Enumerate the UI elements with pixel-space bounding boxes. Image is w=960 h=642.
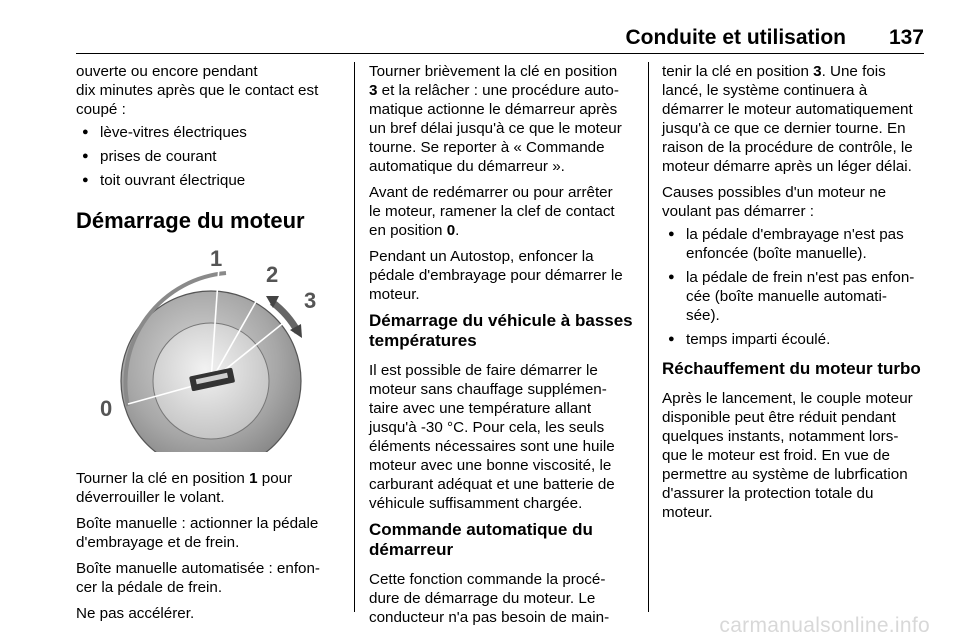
text-line: Boîte manuelle automatisée : enfon- [76,560,320,577]
list-item: ● prises de courant [76,147,344,166]
text-line: Pendant un Autostop, enfoncer la [369,248,594,265]
text-line: éléments nécessaires sont une huile [369,438,615,455]
text-line: Il est possible de faire démarrer le [369,362,598,379]
text-line: coupé : [76,101,126,118]
text-run: . [455,222,460,239]
text-line: le moteur, ramener la clef de contact [369,203,615,220]
text-run: et la relâcher : une procédure auto- [377,82,619,99]
text-line: moteur sans chauffage supplémen- [369,381,607,398]
text-line: que le moteur est froid. En vue de [662,447,890,464]
list-item [662,225,934,263]
heading-line: Commande automatique du [369,520,593,539]
paragraph-auto-starter [369,570,637,627]
text-line: un bref délai jusqu'à ce que le moteur [369,120,622,137]
text-line: Avant de redémarrer ou pour arrêter [369,184,613,201]
text-line: matique actionne le démarreur après [369,101,618,118]
text-line: moteur démarre après un léger délai. [662,158,912,175]
paragraph-brief-turn [369,62,637,176]
text-line: déverrouiller le volant. [76,489,225,506]
text-line: ouverte ou encore pendant [76,63,258,80]
text-line: carburant adéquat et une batterie de [369,476,615,493]
position-2-label: 2 [266,262,279,287]
text-line: d'embrayage et de frein. [76,534,240,551]
intro-paragraph [76,62,344,119]
text-run: tenir la clé en position [662,63,814,80]
heading-line: démarreur [369,540,454,559]
position-1-label: 1 [210,246,223,271]
list-item [662,330,934,349]
text-line: Cette fonction commande la procé- [369,571,606,588]
text-line: quelques instants, notamment lors- [662,428,899,445]
text-line: taire avec une température allant [369,400,592,417]
page-number: 137 [888,26,924,49]
text-line: jusqu'à -30 °C. Pour cela, les seuls [369,419,605,436]
text-line: la pédale d'embrayage n'est pas [686,226,904,243]
text-line: lancé, le système continuera à [662,82,868,99]
text-line: permettre au système de lubrfication [662,466,908,483]
text-line: automatique du démarreur ». [369,158,565,175]
text-line: Après le lancement, le couple moteur [662,390,913,407]
text-line: dure de démarrage du moteur. Le [369,590,596,607]
list-item: ● toit ouvrant électrique [76,171,344,190]
heading-line: températures [369,331,477,350]
text-line: démarrer le moteur automatiquement [662,101,913,118]
text-line: moteur avec une bonne viscosité, le [369,457,612,474]
paragraph-autostop [369,247,637,304]
ignition-key-illustration [76,246,340,452]
text-run: pour [257,470,293,487]
position-number: 3 [369,82,378,99]
text-line: jusqu'à ce que ce dernier tourne. En [662,120,906,137]
subheading-turbo: Réchauffement du moteur turbo [662,359,921,378]
column-divider-1 [354,62,355,612]
bullet-list [76,123,344,190]
text-run: . Une fois [821,63,886,80]
text-line: véhicule suffisamment chargée. [369,495,583,512]
text-line: moteur. [662,504,713,521]
column-2 [369,62,637,634]
column-divider-2 [648,62,649,612]
paragraph-before-restart [369,183,637,240]
text-line: Causes possibles d'un moteur ne [662,184,887,201]
heading-line: Démarrage du véhicule à basses [369,311,633,330]
position-0-label: 0 [100,396,113,421]
watermark: carmanualsonline.info [719,614,930,637]
paragraph-turn-key [76,469,344,507]
text-line: la pédale de frein n'est pas enfon- [686,269,915,286]
text-line: disponible peut être réduit pendant [662,409,896,426]
text-line: conducteur n'a pas besoin de main- [369,609,610,626]
text-line: pédale d'embrayage pour démarrer le [369,267,623,284]
text-line: raison de la procédure de contrôle, le [662,139,913,156]
paragraph-manual-gearbox [76,514,344,552]
paragraph-turbo [662,389,934,522]
text-run: Tourner la clé en position [76,470,250,487]
column-3 [662,62,934,529]
paragraph-hold-key [662,62,934,176]
subheading-cold-start [369,311,637,351]
text-line: dix minutes après que le contact est [76,82,319,99]
text-line: d'assurer la protection totale du [662,485,874,502]
paragraph-causes [662,183,934,221]
causes-list [662,225,934,349]
column-1 [76,62,344,630]
page-header [76,26,924,52]
text-line: sée). [686,307,720,324]
paragraph-cold-start [369,361,637,513]
text-line: voulant pas démarrer : [662,203,814,220]
section-heading: Démarrage du moteur [76,208,305,233]
text-line: tourne. Se reporter à « Commande [369,139,605,156]
list-item: ● lève-vitres électriques [76,123,344,142]
list-item [662,268,934,325]
position-3-label: 3 [304,288,317,313]
text-run: en position [369,222,447,239]
paragraph-no-accelerate: Ne pas accélérer. [76,605,195,622]
page-title: Conduite et utilisation [625,26,846,49]
text-line: Tourner brièvement la clé en position [369,63,618,80]
text-line: temps imparti écoulé. [686,331,831,348]
text-line: cer la pédale de frein. [76,579,223,596]
position-number: 0 [446,222,456,239]
text-line: cée (boîte manuelle automati- [686,288,887,305]
paragraph-automated-gearbox [76,559,344,597]
subheading-auto-starter [369,520,637,560]
position-number: 3 [813,63,822,80]
text-line: enfoncée (boîte manuelle). [686,245,867,262]
text-line: moteur. [369,286,420,303]
header-rule [76,53,924,54]
position-number: 1 [249,470,258,487]
text-line: Boîte manuelle : actionner la pédale [76,515,319,532]
